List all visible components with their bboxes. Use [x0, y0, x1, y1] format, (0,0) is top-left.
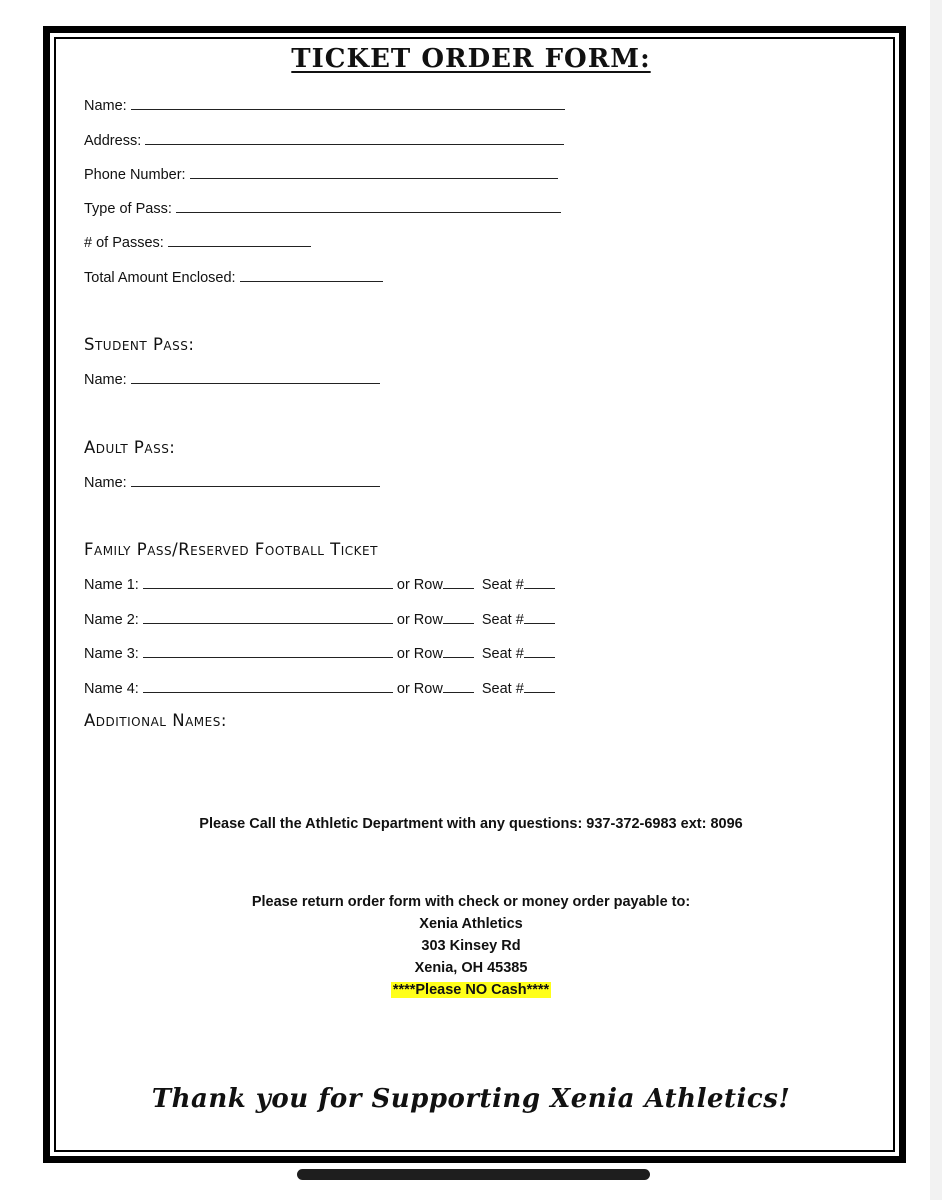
address-label: Address:	[84, 133, 142, 149]
return-instructions: Please return order form with check or money order payable to:	[251, 894, 691, 910]
student-name-blank[interactable]	[131, 371, 380, 384]
row-label: or Row	[396, 681, 443, 697]
payee-name: Xenia Athletics	[419, 916, 523, 932]
seat-label: Seat #	[481, 577, 524, 593]
name-field[interactable]	[84, 97, 565, 114]
row-blank[interactable]	[443, 611, 474, 624]
questions-line: Please Call the Athletic Department with any questions: 937-372-6983 ext: 8096	[199, 816, 743, 832]
pass-count-label: # of Passes:	[84, 235, 164, 251]
pass-count-field[interactable]	[84, 234, 311, 251]
adult-pass-heading: Adult Pass:	[84, 438, 176, 457]
pass-type-label: Type of Pass:	[84, 201, 172, 217]
address-blank[interactable]	[145, 132, 564, 145]
family-name-row[interactable]	[84, 680, 555, 697]
pass-type-blank[interactable]	[176, 200, 561, 213]
family-name-row[interactable]	[84, 645, 555, 662]
student-name-field[interactable]	[84, 371, 380, 388]
total-amount-field[interactable]	[84, 269, 383, 286]
seat-blank[interactable]	[524, 576, 555, 589]
seat-blank[interactable]	[524, 611, 555, 624]
name-label: Name:	[84, 98, 127, 114]
student-pass-heading: Student Pass:	[84, 335, 195, 354]
horizontal-scrollbar[interactable]	[297, 1169, 650, 1180]
family-name-blank[interactable]	[143, 576, 393, 589]
row-blank[interactable]	[443, 576, 474, 589]
pass-type-field[interactable]	[84, 200, 561, 217]
family-name-label: Name 1:	[84, 577, 139, 593]
payee-city: Xenia, OH 45385	[414, 960, 528, 976]
family-name-label: Name 2:	[84, 612, 139, 628]
row-label: or Row	[396, 612, 443, 628]
thank-you-message: Thank you for Supporting Xenia Athletics!	[151, 1084, 791, 1114]
seat-blank[interactable]	[524, 645, 555, 658]
seat-blank[interactable]	[524, 680, 555, 693]
phone-label: Phone Number:	[84, 167, 186, 183]
phone-field[interactable]	[84, 166, 558, 183]
seat-label: Seat #	[481, 612, 524, 628]
seat-label: Seat #	[481, 681, 524, 697]
row-label: or Row	[396, 646, 443, 662]
no-cash-notice	[0, 982, 942, 998]
form-title: TICKET ORDER FORM:	[291, 44, 651, 74]
family-name-blank[interactable]	[143, 680, 393, 693]
total-amount-label: Total Amount Enclosed:	[84, 270, 236, 286]
address-field[interactable]	[84, 132, 564, 149]
family-pass-heading: Family Pass/Reserved Football Ticket	[84, 540, 378, 559]
total-amount-blank[interactable]	[240, 269, 383, 282]
payee-street: 303 Kinsey Rd	[421, 938, 521, 954]
additional-names-heading: Additional Names:	[84, 711, 227, 730]
family-name-row[interactable]	[84, 611, 555, 628]
phone-blank[interactable]	[190, 166, 558, 179]
family-name-label: Name 4:	[84, 681, 139, 697]
student-name-label: Name:	[84, 372, 127, 388]
seat-label: Seat #	[481, 646, 524, 662]
row-blank[interactable]	[443, 645, 474, 658]
adult-name-field[interactable]	[84, 474, 380, 491]
family-name-label: Name 3:	[84, 646, 139, 662]
row-label: or Row	[396, 577, 443, 593]
adult-name-label: Name:	[84, 475, 127, 491]
adult-name-blank[interactable]	[131, 474, 380, 487]
no-cash-highlight: ****Please NO Cash****	[392, 982, 550, 998]
family-name-blank[interactable]	[143, 645, 393, 658]
pass-count-blank[interactable]	[168, 234, 311, 247]
family-name-row[interactable]	[84, 576, 555, 593]
row-blank[interactable]	[443, 680, 474, 693]
name-blank[interactable]	[131, 97, 565, 110]
family-name-blank[interactable]	[143, 611, 393, 624]
